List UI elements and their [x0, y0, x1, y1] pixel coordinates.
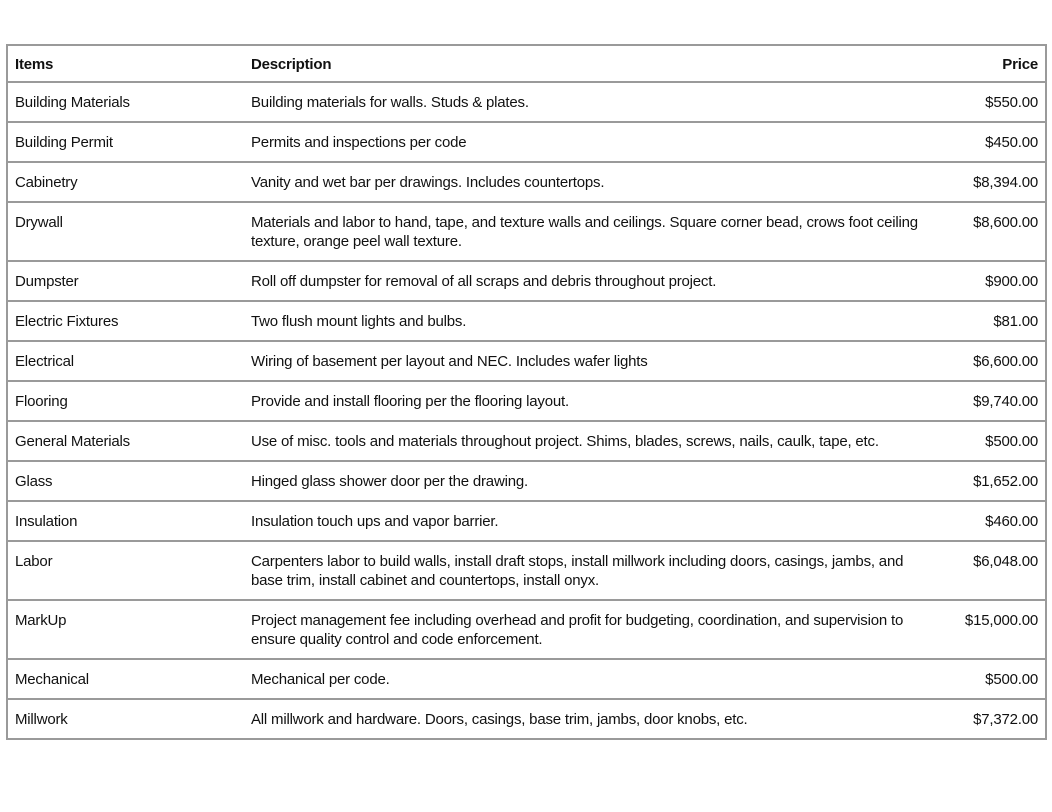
table-row [7, 501, 1046, 541]
table-row [7, 82, 1046, 122]
price-cell: $6,600.00 [941, 341, 1046, 381]
item-cell: Insulation [7, 501, 244, 541]
item-cell: Glass [7, 461, 244, 501]
price-cell: $460.00 [941, 501, 1046, 541]
table-header-row [7, 45, 1046, 82]
table-row [7, 699, 1046, 739]
description-cell: Building materials for walls. Studs & plates. [244, 82, 941, 122]
table-row [7, 659, 1046, 699]
table-row [7, 541, 1046, 600]
description-cell: Permits and inspections per code [244, 122, 941, 162]
item-cell: Labor [7, 541, 244, 600]
estimate-table [6, 44, 1047, 740]
item-cell: Flooring [7, 381, 244, 421]
table-row [7, 600, 1046, 659]
price-cell: $450.00 [941, 122, 1046, 162]
table-row [7, 261, 1046, 301]
header-price: Price [941, 45, 1046, 82]
price-cell: $6,048.00 [941, 541, 1046, 600]
description-cell: Provide and install flooring per the flooring layout. [244, 381, 941, 421]
table-row [7, 341, 1046, 381]
item-cell: MarkUp [7, 600, 244, 659]
item-cell: Building Permit [7, 122, 244, 162]
item-cell: Millwork [7, 699, 244, 739]
price-cell: $81.00 [941, 301, 1046, 341]
description-cell: Use of misc. tools and materials throughout project. Shims, blades, screws, nails, caulk, tape, etc. [244, 421, 941, 461]
header-description: Description [244, 45, 941, 82]
table-row [7, 421, 1046, 461]
price-cell: $550.00 [941, 82, 1046, 122]
item-cell: General Materials [7, 421, 244, 461]
item-cell: Electrical [7, 341, 244, 381]
table-row [7, 122, 1046, 162]
price-cell: $500.00 [941, 659, 1046, 699]
description-cell: Materials and labor to hand, tape, and texture walls and ceilings. Square corner bead, crows foot ceiling texture, orange peel wall texture. [244, 202, 941, 261]
price-cell: $9,740.00 [941, 381, 1046, 421]
item-cell: Electric Fixtures [7, 301, 244, 341]
price-cell: $15,000.00 [941, 600, 1046, 659]
price-cell: $900.00 [941, 261, 1046, 301]
description-cell: Wiring of basement per layout and NEC. Includes wafer lights [244, 341, 941, 381]
table-row [7, 461, 1046, 501]
item-cell: Drywall [7, 202, 244, 261]
description-cell: Project management fee including overhead and profit for budgeting, coordination, and supervision to ensure quality control and code enforcement. [244, 600, 941, 659]
item-cell: Dumpster [7, 261, 244, 301]
price-cell: $8,600.00 [941, 202, 1046, 261]
item-cell: Mechanical [7, 659, 244, 699]
table-row [7, 202, 1046, 261]
item-cell: Cabinetry [7, 162, 244, 202]
table-row [7, 381, 1046, 421]
description-cell: Carpenters labor to build walls, install draft stops, install millwork including doors, casings, jambs, and base trim, install cabinet and countertops, install onyx. [244, 541, 941, 600]
price-cell: $1,652.00 [941, 461, 1046, 501]
description-cell: Hinged glass shower door per the drawing. [244, 461, 941, 501]
description-cell: Vanity and wet bar per drawings. Includes countertops. [244, 162, 941, 202]
price-cell: $8,394.00 [941, 162, 1046, 202]
header-items: Items [7, 45, 244, 82]
table-row [7, 301, 1046, 341]
price-cell: $7,372.00 [941, 699, 1046, 739]
description-cell: Insulation touch ups and vapor barrier. [244, 501, 941, 541]
description-cell: Mechanical per code. [244, 659, 941, 699]
description-cell: Two flush mount lights and bulbs. [244, 301, 941, 341]
description-cell: All millwork and hardware. Doors, casings, base trim, jambs, door knobs, etc. [244, 699, 941, 739]
table-row [7, 162, 1046, 202]
item-cell: Building Materials [7, 82, 244, 122]
price-cell: $500.00 [941, 421, 1046, 461]
description-cell: Roll off dumpster for removal of all scraps and debris throughout project. [244, 261, 941, 301]
